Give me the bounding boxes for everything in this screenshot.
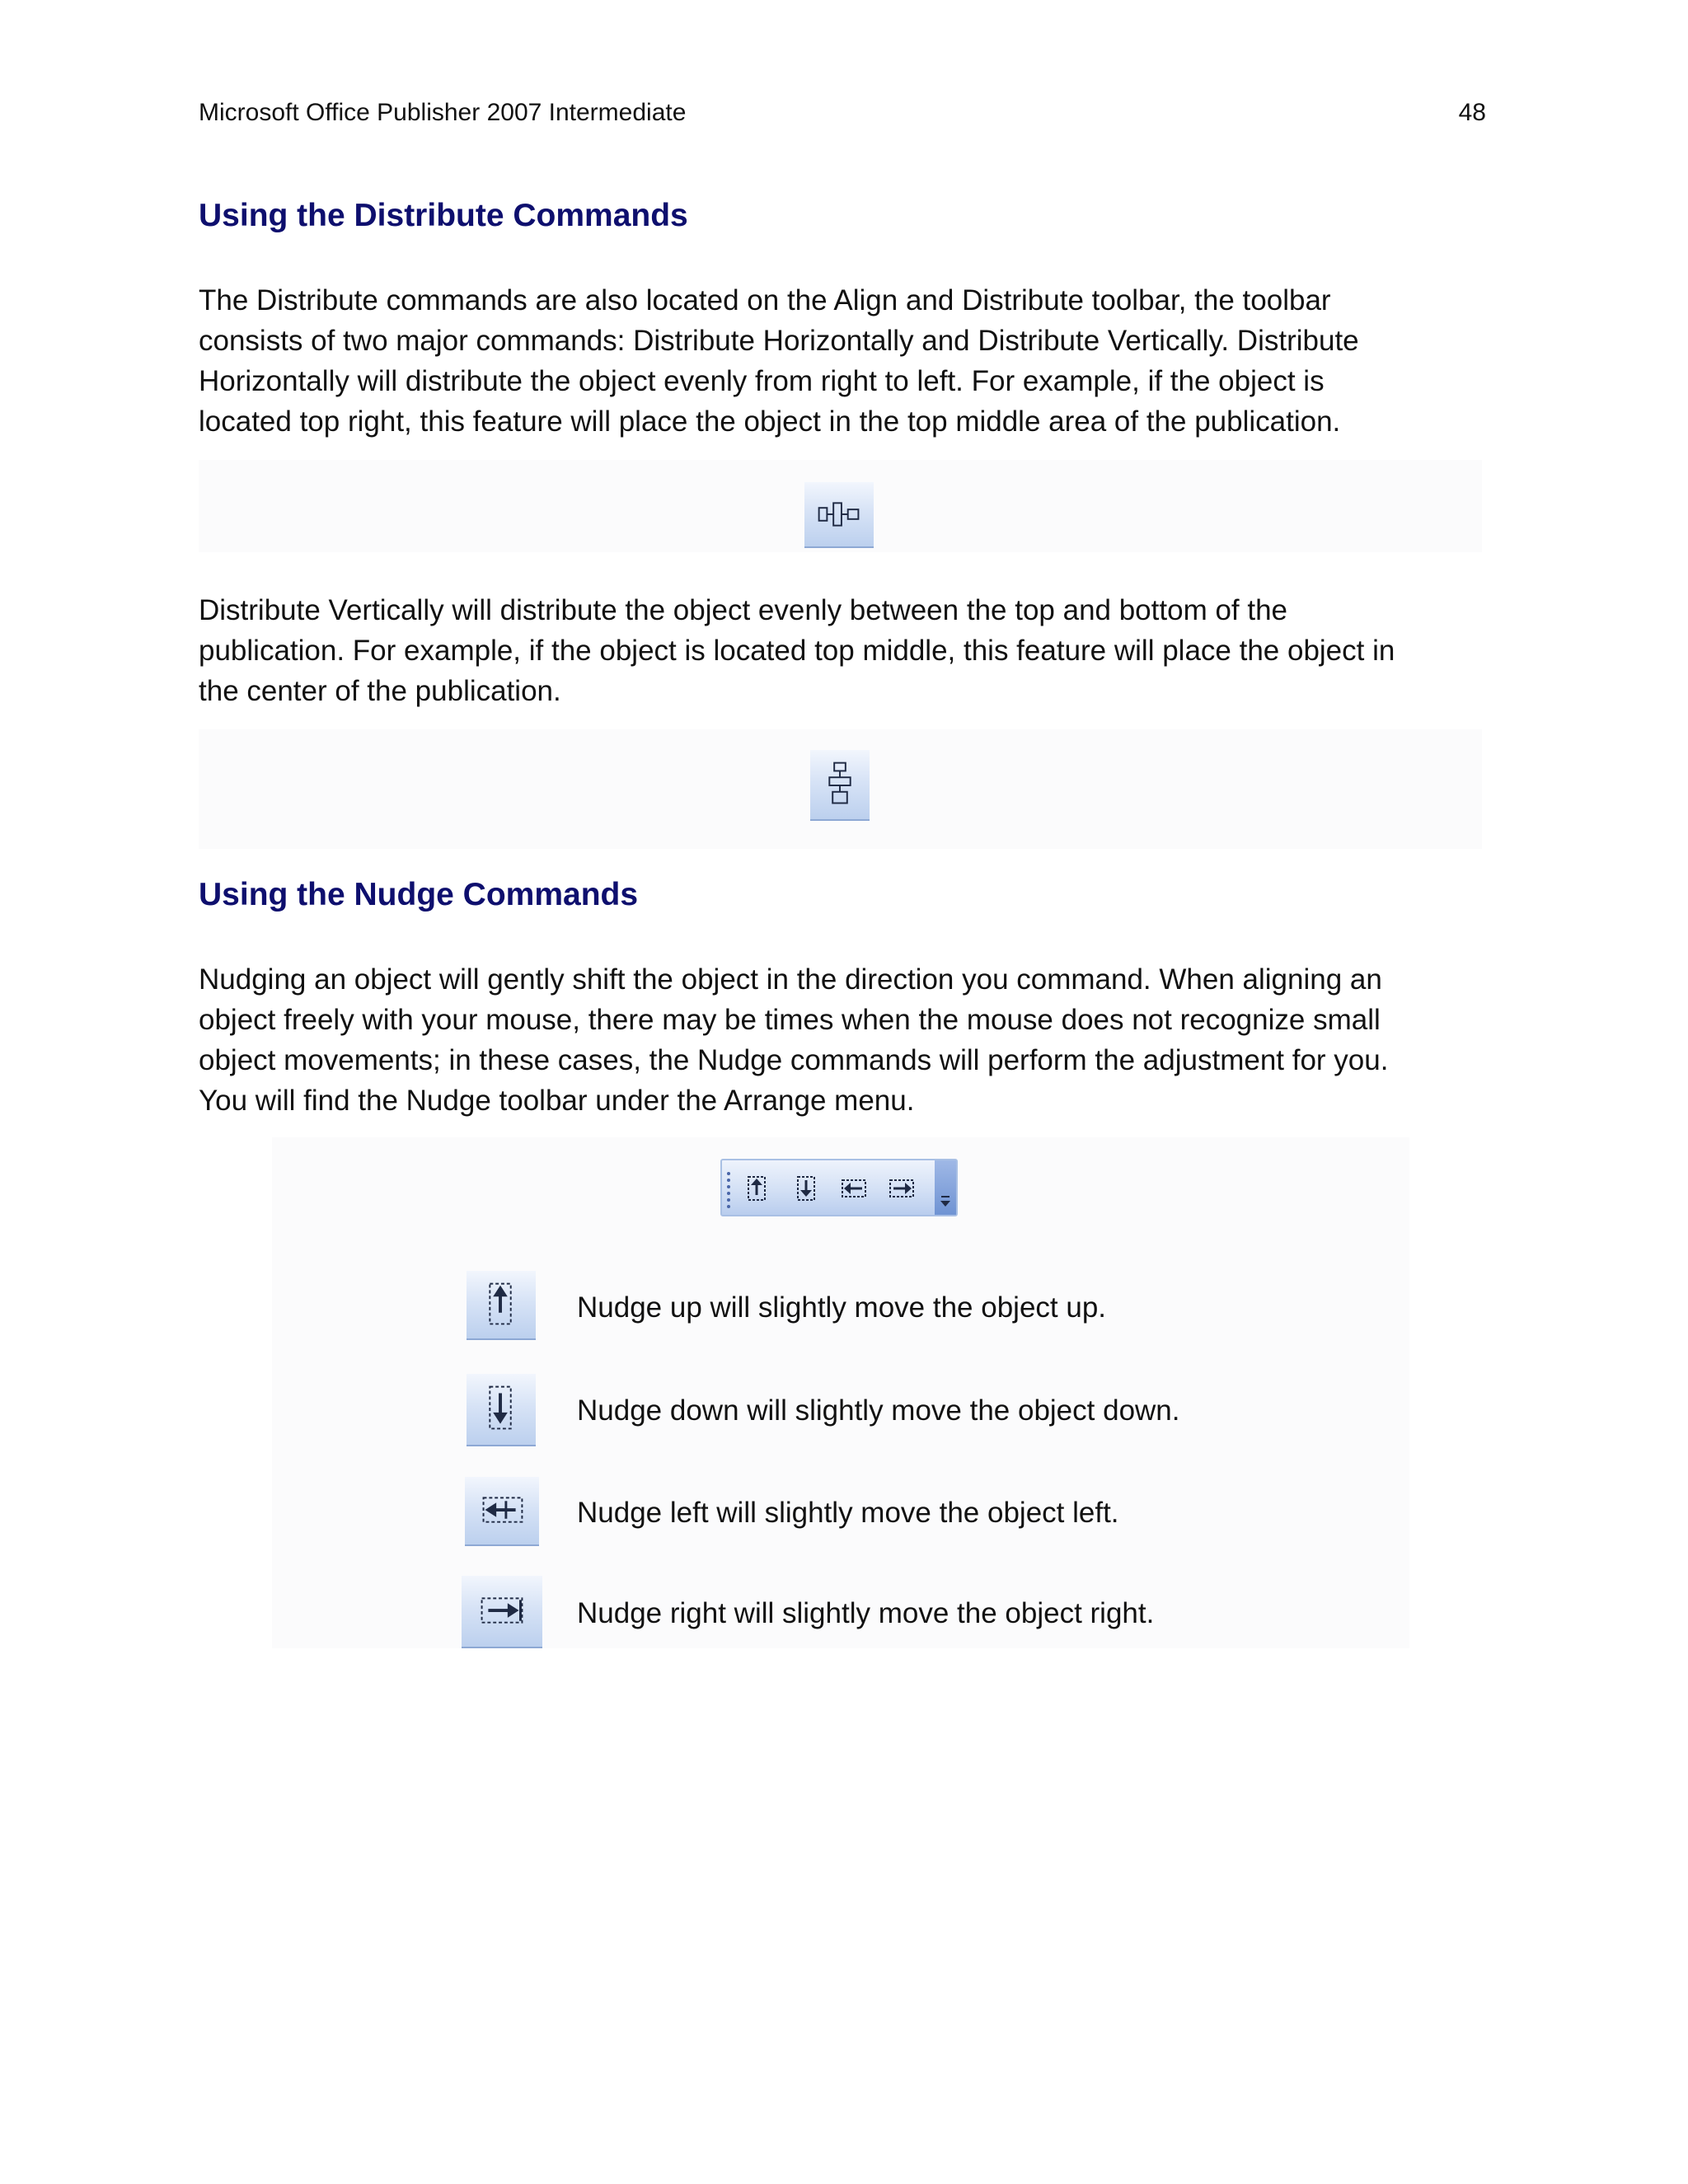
page-number: 48 (1458, 99, 1486, 126)
toolbar-options-button[interactable] (935, 1160, 956, 1215)
distribute-paragraph-2 (199, 590, 1517, 711)
text-line: publication. For example, if the object is located top middle, this feature will place the object in (199, 635, 1395, 667)
text-line: The Distribute commands are also located on the Align and Distribute toolbar, the toolbar (199, 284, 1331, 316)
nudge-paragraph (199, 959, 1517, 1121)
nudge-heading: Using the Nudge Commands (199, 877, 639, 912)
text-line: Horizontally will distribute the object evenly from right to left. For example, if the object is (199, 365, 1325, 397)
text-line: consists of two major commands: Distribute Horizontally and Distribute Vertically. Distribute (199, 325, 1359, 357)
nudge-down-icon[interactable] (790, 1172, 823, 1205)
nudge-down-icon (467, 1374, 536, 1446)
text-line: located top right, this feature will place the object in the top middle area of the publication. (199, 405, 1341, 438)
nudge-up-description: Nudge up will slightly move the object up. (577, 1291, 1107, 1324)
nudge-down-description: Nudge down will slightly move the object down. (577, 1394, 1180, 1427)
text-line: object freely with your mouse, there may be times when the mouse does not recognize small (199, 1004, 1381, 1036)
nudge-left-description: Nudge left will slightly move the object left. (577, 1497, 1119, 1529)
running-header-title: Microsoft Office Publisher 2007 Intermediate (199, 99, 687, 126)
distribute-heading: Using the Distribute Commands (199, 198, 688, 233)
text-line: Distribute Vertically will distribute the object evenly between the top and bottom of the (199, 594, 1288, 626)
chevron-down-icon (935, 1160, 956, 1215)
toolbar-grip-icon[interactable] (727, 1170, 730, 1208)
distribute-horizontally-icon (804, 482, 874, 548)
distribute-paragraph-1 (199, 280, 1517, 442)
nudge-up-icon (467, 1271, 536, 1340)
nudge-up-icon[interactable] (740, 1172, 773, 1205)
nudge-toolbar (720, 1159, 958, 1216)
text-line: Nudging an object will gently shift the object in the direction you command. When aligning an (199, 963, 1382, 996)
text-line: You will find the Nudge toolbar under the Arrange menu. (199, 1085, 915, 1117)
nudge-right-description: Nudge right will slightly move the object right. (577, 1597, 1155, 1629)
text-line: the center of the publication. (199, 675, 561, 707)
nudge-left-icon[interactable] (837, 1172, 870, 1205)
nudge-right-icon (462, 1576, 542, 1648)
nudge-left-icon (465, 1477, 539, 1546)
nudge-right-icon[interactable] (885, 1172, 918, 1205)
distribute-vertically-icon (810, 750, 870, 821)
text-line: object movements; in these cases, the Nudge commands will perform the adjustment for you. (199, 1044, 1389, 1076)
